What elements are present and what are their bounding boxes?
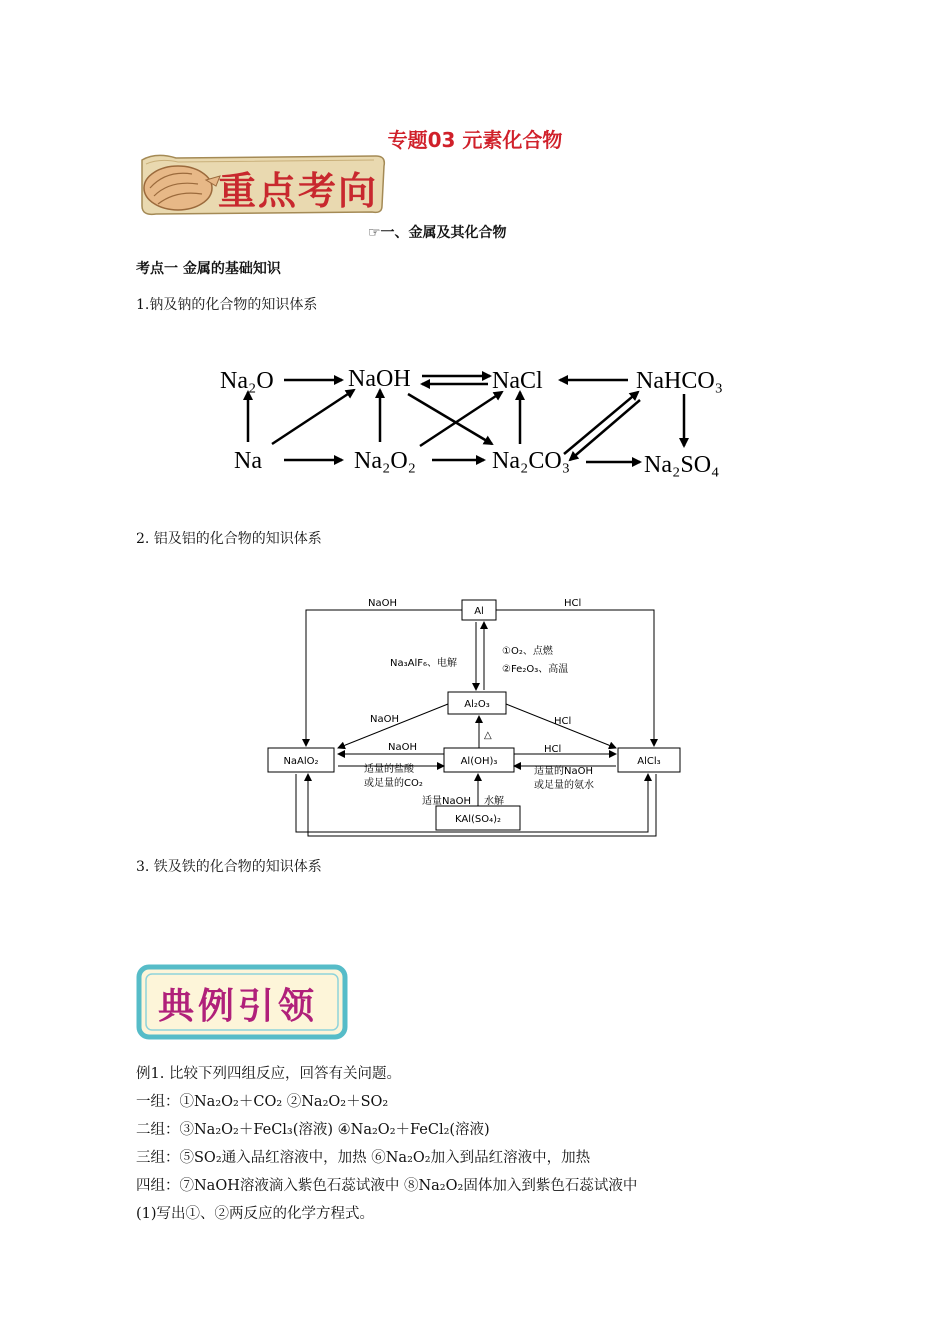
label-naoh-mid: NaOH — [370, 714, 399, 725]
sodium-diagram — [200, 350, 760, 490]
item-iron: 3. 铁及铁的化合物的知识体系 — [136, 859, 322, 875]
page-title: 专题03 元素化合物 — [387, 128, 563, 152]
banner-example — [136, 964, 348, 1040]
example-group4: 四组：⑦NaOH溶液滴入紫色石蕊试液中 ⑧Na₂O₂固体加入到紫色石蕊试液中 — [136, 1178, 638, 1194]
node-na: Na — [234, 448, 262, 474]
item-sodium: 1.钠及钠的化合物的知识体系 — [136, 297, 318, 313]
section-heading: ☞一、金属及其化合物 — [368, 225, 507, 241]
label-kalso42: KAl(SO₄)₂ — [454, 814, 502, 825]
node-nahco3: NaHCO₃ — [636, 368, 724, 394]
example-group2: 二组：③Na₂O₂＋FeCl₃(溶液) ④Na₂O₂＋FeCl₂(溶液) — [136, 1122, 490, 1138]
node-na2so4: Na₂SO₄ — [644, 452, 720, 478]
point-heading: 考点一 金属的基础知识 — [136, 261, 281, 277]
label-cond1: ①O₂、点燃 — [502, 646, 553, 657]
node-na2o2: Na₂O₂ — [354, 448, 417, 474]
node-nacl: NaCl — [492, 368, 543, 394]
label-base1: 适量的NaOH — [534, 766, 593, 777]
label-base2: 或足量的氨水 — [534, 780, 594, 791]
label-naoh-low: NaOH — [388, 742, 417, 753]
banner-example-text: 典例引领 — [158, 985, 319, 1027]
label-top-hcl: HCl — [564, 598, 582, 609]
label-hcl-low: HCl — [544, 744, 562, 755]
label-naalo2: NaAlO₂ — [283, 756, 319, 767]
example-group1: 一组：①Na₂O₂＋CO₂ ②Na₂O₂＋SO₂ — [136, 1094, 389, 1110]
label-hcl-mid: HCl — [554, 716, 572, 727]
label-electrolysis: Na₃AlF₆、电解 — [390, 658, 457, 669]
label-hydrolysis: 水解 — [484, 796, 504, 807]
example-question1: (1)写出①、②两反应的化学方程式。 — [136, 1206, 375, 1222]
banner-key-directions — [136, 150, 388, 218]
label-cond2: ②Fe₂O₃、高温 — [502, 664, 569, 675]
node-na2co3: Na₂CO₃ — [492, 448, 571, 474]
aluminum-diagram — [264, 592, 694, 840]
label-alcl3: AlCl₃ — [637, 756, 661, 767]
label-acid1: 适量的盐酸 — [364, 764, 414, 775]
label-acid2: 或足量的CO₂ — [364, 778, 423, 789]
node-naoh: NaOH — [348, 366, 411, 392]
label-al: Al — [474, 606, 484, 617]
example-group3: 三组：⑤SO₂通入品红溶液中，加热 ⑥Na₂O₂加入到品红溶液中，加热 — [136, 1150, 591, 1166]
example-intro: 例1. 比较下列四组反应，回答有关问题。 — [136, 1066, 401, 1082]
item-aluminum: 2. 铝及铝的化合物的知识体系 — [136, 531, 322, 547]
label-al2o3: Al₂O₃ — [464, 699, 490, 710]
label-aloh3: Al(OH)₃ — [460, 756, 498, 767]
node-na2o: Na₂O — [220, 368, 274, 394]
label-top-naoh: NaOH — [368, 598, 397, 609]
label-naoh-small: 适量NaOH — [422, 796, 471, 807]
banner-key-directions-text: 重点考向 — [218, 168, 379, 213]
label-delta: △ — [484, 730, 492, 741]
